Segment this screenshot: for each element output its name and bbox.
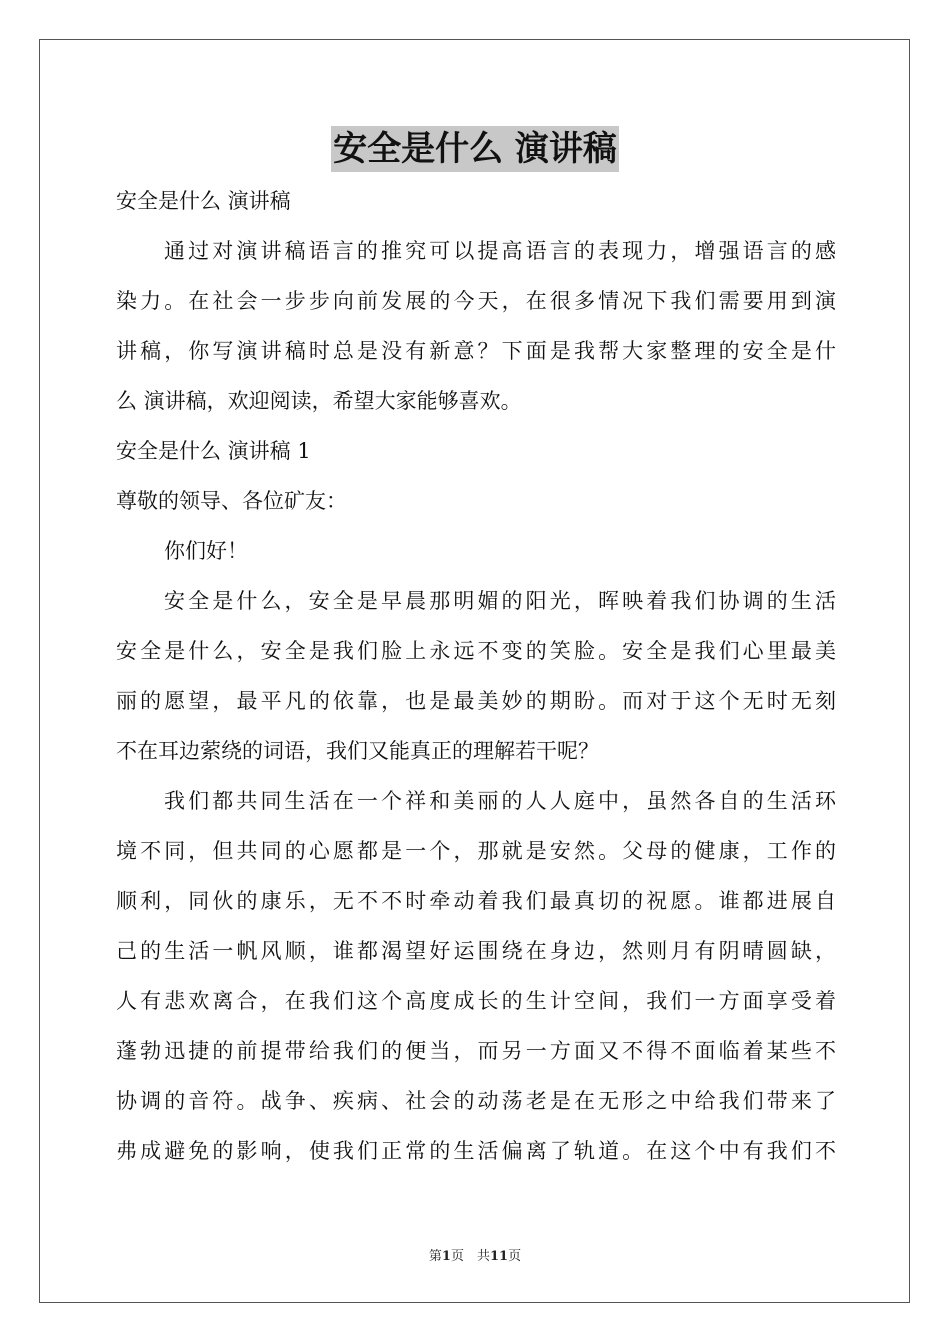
text-line: 人有悲欢离合，在我们这个高度成长的生计空间，我们一方面享受着 (116, 989, 836, 1013)
title-container (0, 126, 950, 172)
text-line: 不在耳边萦绕的词语，我们又能真正的理解若干呢？ (116, 739, 599, 763)
footer-suffix: 页 (508, 1249, 522, 1264)
footer-page-number: 1 (441, 1249, 451, 1264)
text-line: 己的生活一帆风顺，谁都渴望好运围绕在身边，然则月有阴晴圆缺， (116, 939, 836, 963)
text-line: 尊敬的领导、各位矿友： (116, 489, 347, 513)
text-line: 安全是什么 演讲稿 1 (116, 439, 311, 463)
text-line: 弗成避免的影响，使我们正常的生活偏离了轨道。在这个中有我们不 (116, 1139, 836, 1163)
text-line: 顺利，同伙的康乐，无不不时牵动着我们最真切的祝愿。谁都进展自 (116, 889, 836, 913)
text-line: 我们都共同生活在一个祥和美丽的人人庭中，虽然各自的生活环 (164, 789, 836, 813)
text-line: 安全是什么，安全是早晨那明媚的阳光，晖映着我们协调的生活 (164, 589, 836, 613)
footer-prefix: 第 (428, 1249, 442, 1264)
page-footer (0, 1245, 950, 1264)
text-line: 安全是什么 演讲稿 (116, 189, 291, 213)
text-line: 通过对演讲稿语言的推究可以提高语言的表现力，增强语言的感 (164, 239, 836, 263)
text-line: 协调的音符。战争、疾病、社会的动荡老是在无形之中给我们带来了 (116, 1089, 836, 1113)
document-body (116, 176, 836, 1176)
text-line: 蓬勃迅捷的前提带给我们的便当，而另一方面又不得不面临着某些不 (116, 1039, 836, 1063)
text-line: 安全是什么，安全是我们脸上永远不变的笑脸。安全是我们心里最美 (116, 639, 836, 663)
text-line: 讲稿，你写演讲稿时总是没有新意？下面是我帮大家整理的安全是什 (116, 339, 836, 363)
text-line: 丽的愿望，最平凡的依靠，也是最美妙的期盼。而对于这个无时无刻 (116, 689, 836, 713)
text-line: 染力。在社会一步步向前发展的今天，在很多情况下我们需要用到演 (116, 289, 836, 313)
footer-mid: 页 共 (450, 1249, 490, 1264)
footer-total-pages: 11 (489, 1249, 509, 1264)
text-line: 境不同，但共同的心愿都是一个，那就是安然。父母的健康，工作的 (116, 839, 836, 863)
document-title: 安全是什么 演讲稿 (331, 126, 619, 172)
text-line: 你们好！ (164, 539, 248, 563)
text-line: 么 演讲稿，欢迎阅读，希望大家能够喜欢。 (116, 389, 522, 413)
